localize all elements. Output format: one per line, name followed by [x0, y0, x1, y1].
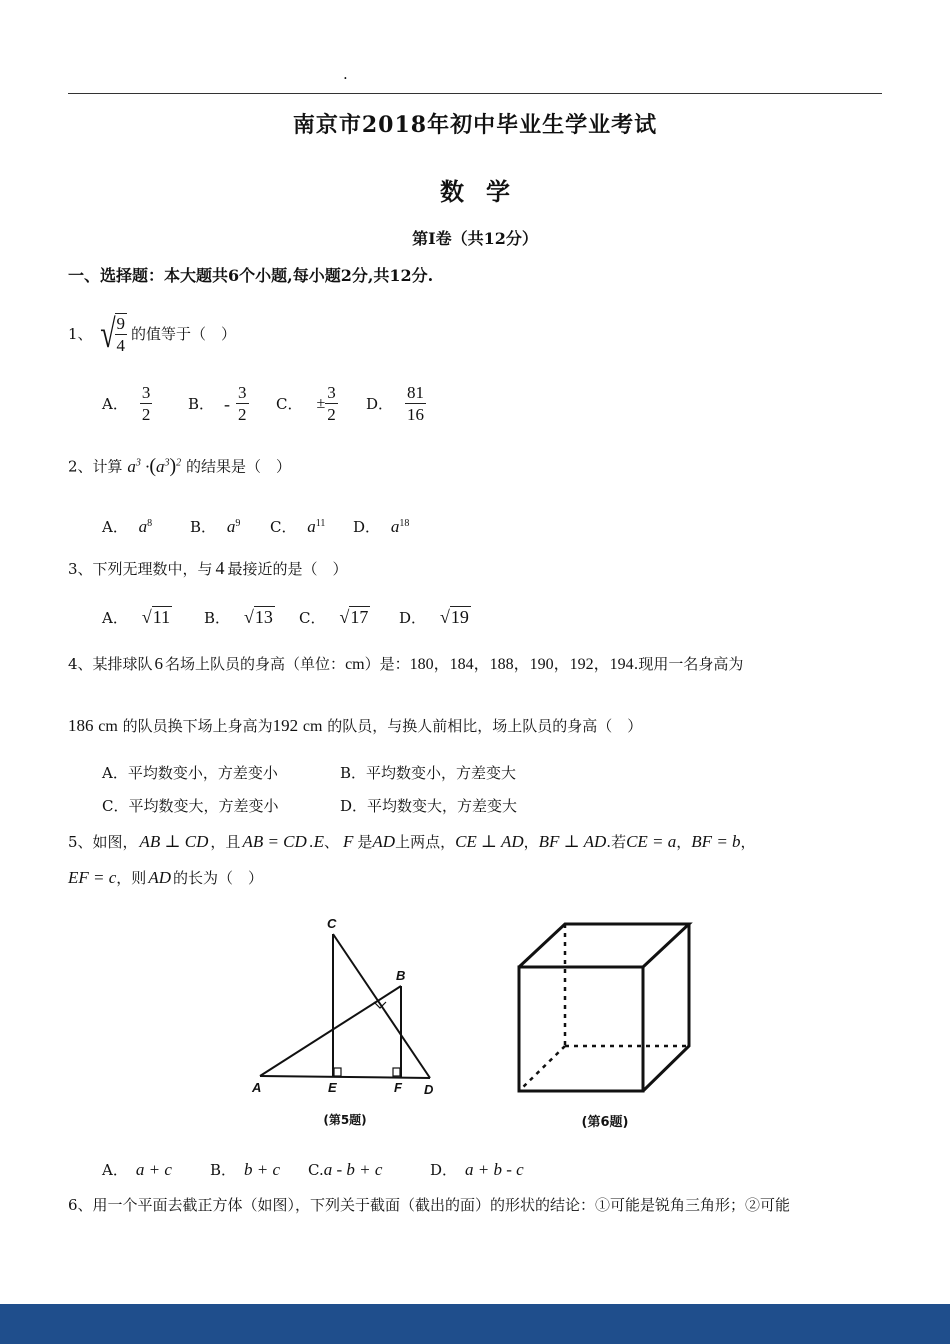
radicand: 13 [254, 607, 273, 627]
label-d: D [424, 1082, 434, 1097]
denominator: 2 [238, 405, 247, 424]
option-a[interactable] [102, 514, 190, 537]
question-text: .若 [606, 833, 627, 851]
radicand: 17 [350, 607, 369, 627]
question-text: 5、如图， [68, 833, 138, 851]
question-6: 6、用一个平面去截正方体（如图），下列关于截面（截出的面）的形状的结论：①可能是锐角三角形；②可能 [68, 1196, 791, 1214]
option-expression: a + b - c [465, 1160, 524, 1179]
question-text: ， [676, 833, 692, 851]
base: a [138, 517, 148, 536]
option-c[interactable] [270, 514, 353, 537]
base: a [307, 517, 316, 536]
number-value: 192 [272, 716, 299, 735]
sqrt-expression [97, 313, 127, 355]
question-text: .现用一名身高为 [633, 655, 744, 673]
exponent: 9 [235, 518, 241, 529]
question-text: 3、下列无理数中，与 [68, 560, 213, 578]
question-text: 4、某排球队 [68, 655, 153, 673]
subject-title: 数学 [440, 177, 532, 206]
option-label: C． [299, 609, 326, 627]
sqrt-icon: √ [99, 311, 116, 356]
denominator: 2 [327, 405, 336, 424]
question-text: ）是： [364, 655, 410, 673]
figure-caption: (第6题) [581, 1115, 629, 1130]
option-label: D． [340, 797, 368, 815]
sqrt-expression [440, 607, 471, 627]
base: a [226, 517, 236, 536]
question-text: 上两点， [395, 833, 456, 851]
numerator: 81 [407, 383, 425, 402]
figure-q5-triangles [240, 912, 450, 1132]
option-d[interactable] [366, 383, 426, 424]
option-label: A． [102, 1161, 128, 1179]
question-text: 是 [357, 833, 373, 851]
unit: cm [302, 718, 323, 735]
option-text: 平均数变小，方差变大 [366, 764, 517, 782]
option-b[interactable] [188, 383, 276, 424]
option-d[interactable] [353, 514, 409, 537]
q2-options [102, 514, 409, 537]
section-heading: 一、选择题：本大题共6个小题,每小题2分,共12分. [68, 266, 434, 285]
option-a[interactable] [102, 607, 204, 628]
question-text: ，且 [210, 833, 241, 851]
option-label: D． [430, 1161, 458, 1179]
figure-caption: (第5题) [323, 1113, 367, 1127]
radicand: 11 [152, 607, 171, 627]
label-a: A [252, 1080, 262, 1095]
segment-ad [260, 1076, 430, 1078]
sqrt-expression [244, 607, 275, 627]
cube-right-edges [643, 924, 689, 1091]
segment-ab [260, 986, 401, 1076]
math-expression: EF = c [68, 868, 117, 887]
question-text: 的长为（ ） [172, 869, 263, 887]
option-label: B． [188, 394, 215, 413]
option-label: D． [399, 609, 427, 627]
header-rule [68, 93, 882, 94]
question-text: ， [740, 833, 756, 851]
option-text: 平均数变大，方差变大 [367, 797, 518, 815]
expression: $a^3 \cdot(a^3)^2$ [127, 454, 182, 477]
question-text: . [308, 833, 314, 851]
sqrt-icon: √ [141, 607, 152, 627]
heights-list: 180，184，188，190，192，194 [409, 656, 634, 673]
sqrt-icon: √ [339, 607, 350, 627]
numerator: 3 [141, 383, 151, 402]
label-e: E [328, 1080, 337, 1095]
option-label: B． [340, 764, 367, 782]
label-c: C [327, 916, 337, 931]
question-stem: 的值等于（ ） [131, 325, 237, 343]
option-label: C． [276, 394, 303, 413]
header-dot: . [343, 65, 348, 83]
exponent: 18 [399, 518, 410, 529]
sign: ± [316, 394, 326, 412]
option-label: C. [308, 1161, 324, 1179]
option-expression: a + c [135, 1160, 172, 1179]
footer-band [0, 1304, 950, 1344]
fraction [325, 383, 338, 424]
option-label: A． [102, 609, 128, 627]
question-5-line-2 [68, 868, 263, 888]
option-label: C． [270, 518, 297, 536]
option-label: B． [190, 518, 217, 536]
right-angle-f [393, 1068, 400, 1076]
math-expression: CE ⊥ AD [455, 832, 524, 851]
numerator: 3 [327, 383, 336, 402]
fraction [115, 313, 128, 355]
question-number: 1、 [68, 325, 93, 343]
q4-option-b[interactable] [340, 763, 516, 783]
q4-option-c[interactable] [102, 796, 279, 816]
sqrt-expression [339, 607, 370, 627]
option-b[interactable] [190, 514, 270, 537]
math-expression: AD [148, 868, 171, 887]
question-2 [68, 453, 291, 477]
exponent: 11 [315, 518, 326, 529]
question-text: 名场上队员的身高（单位： [165, 655, 346, 673]
math-expression: AB = CD [242, 832, 307, 851]
sqrt-expression [142, 607, 172, 627]
question-1 [68, 313, 236, 355]
sqrt-icon: √ [244, 607, 254, 627]
option-text: 平均数变大，方差变小 [128, 797, 279, 815]
question-text: 的队员，与换人前相比，场上队员的身高（ ） [327, 717, 643, 735]
unit: cm [345, 656, 365, 673]
exam-title: 南京市2018年初中毕业生学业考试 [292, 112, 658, 138]
option-c[interactable] [276, 383, 366, 424]
math-expression: E [313, 832, 324, 851]
question-4-line-1 [68, 654, 743, 675]
base: a [390, 517, 400, 536]
numerator: 3 [238, 383, 247, 402]
option-c[interactable] [299, 607, 399, 628]
question-text: 、 [323, 833, 339, 851]
question-text: 的队员换下场上身高为 [122, 717, 273, 735]
right-angle-e [334, 1068, 341, 1076]
math-expression: BF ⊥ AD [538, 832, 607, 851]
denominator: 2 [141, 405, 151, 424]
option-d[interactable] [399, 607, 471, 628]
q3-options [102, 607, 471, 628]
fraction [236, 383, 249, 424]
part-heading: 第Ⅰ卷（共12分） [412, 229, 538, 248]
fraction [140, 383, 153, 424]
q5-options [102, 1160, 524, 1180]
question-stem: 的结果是（ ） [185, 457, 291, 476]
number-value: 186 [68, 716, 94, 735]
option-label: A． [102, 764, 128, 782]
option-label: A． [102, 518, 128, 536]
math-expression: AD [372, 832, 396, 851]
math-expression: BF = b [691, 832, 741, 851]
option-a[interactable] [102, 1160, 210, 1180]
option-label: D． [353, 518, 381, 536]
question-3 [68, 558, 348, 579]
number-value: 6 [154, 654, 164, 673]
option-c[interactable] [308, 1160, 430, 1180]
number-value: 4 [215, 558, 225, 578]
question-5-line-1 [68, 832, 756, 852]
cube-top-edges [519, 924, 689, 967]
math-expression: F [342, 832, 354, 851]
denominator: 4 [116, 336, 125, 355]
q4-option-a[interactable] [102, 763, 278, 783]
question-text: 最接近的是（ ） [227, 560, 348, 578]
q4-option-d[interactable] [340, 796, 517, 816]
option-expression: a - b + c [323, 1160, 383, 1179]
unit: cm [98, 718, 118, 735]
figure-q6-cube [505, 912, 705, 1137]
math-expression: CE = a [626, 832, 677, 851]
question-4-line-2 [68, 716, 642, 737]
option-text: 平均数变小，方差变小 [127, 764, 278, 782]
question-number: 2、计算 [68, 457, 123, 476]
label-b: B [396, 968, 406, 983]
numerator: 9 [116, 314, 125, 333]
option-label: B． [210, 1161, 237, 1179]
question-text: ， [523, 833, 539, 851]
exponent: 8 [147, 518, 153, 529]
option-expression: b + c [244, 1160, 281, 1179]
sqrt-icon: √ [440, 607, 450, 627]
option-label: C． [102, 797, 129, 815]
option-label: D． [366, 394, 394, 413]
q1-options [102, 383, 426, 424]
option-b[interactable] [210, 1160, 308, 1180]
option-label: A． [102, 394, 128, 413]
sign: - [224, 393, 231, 414]
option-b[interactable] [204, 607, 299, 628]
fraction [405, 383, 426, 424]
math-expression: AB ⊥ CD [139, 832, 209, 851]
label-f: F [394, 1080, 402, 1095]
option-d[interactable] [430, 1160, 524, 1180]
denominator: 16 [407, 405, 425, 424]
option-a[interactable] [102, 383, 188, 424]
radicand: 19 [450, 607, 469, 627]
question-text: ，则 [116, 869, 147, 887]
option-label: B． [204, 609, 231, 627]
hidden-edge-diagonal [519, 1046, 565, 1091]
